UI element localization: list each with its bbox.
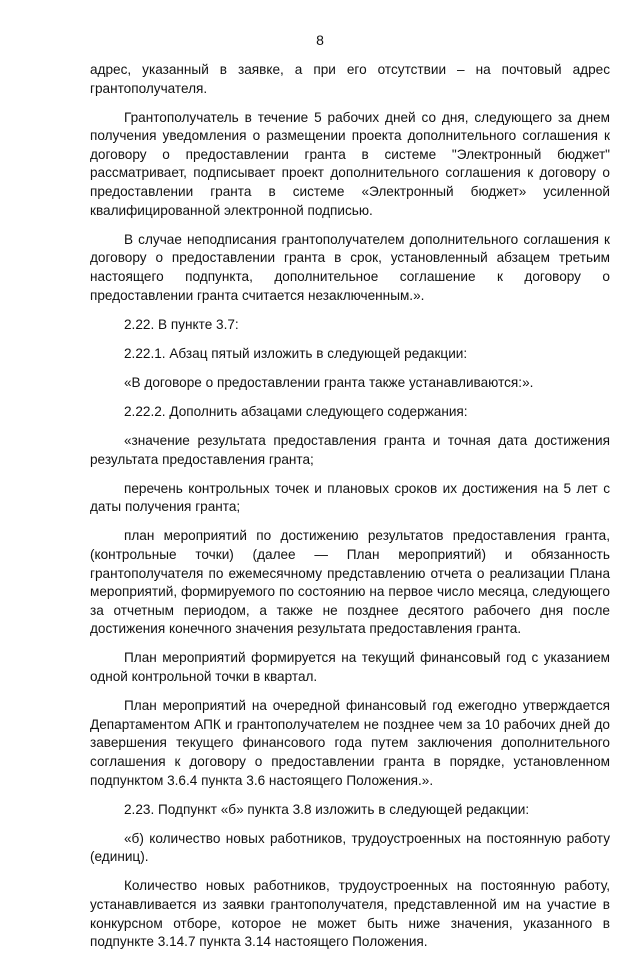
paragraph-2-23: 2.23. Подпункт «б» пункта 3.8 изложить в следующей редакции:	[124, 801, 530, 817]
paragraph-2-22-2: 2.22.2. Дополнить абзацами следующего содержания:	[124, 403, 468, 419]
paragraph-unsigned-agreement: В случае неподписания грантополучателем дополнительного соглашения к договору о предоставлении гранта в срок, установленный абзацем третьим настоящего подпункта, дополнительное соглашение к договору о предоставлении гранта считается незаключенным.».	[90, 231, 610, 303]
paragraph-new-workers: Количество новых работников, трудоустроенных на постоянную работу, устанавливается из заявки грантополучателя, представленной им на участие в конкурсном отборе, которое не может быть ниже значения, указанного в подпункте 3.14.7 пункта 3.14 настоящего Положения.	[90, 878, 610, 950]
paragraph-control-points: перечень контрольных точек и плановых сроков их достижения на 5 лет с даты получения гранта;	[90, 480, 610, 515]
paragraph-contract-terms: «В договоре о предоставлении гранта также устанавливаются:».	[124, 374, 534, 390]
paragraph-signing-deadline: Грантополучатель в течение 5 рабочих дней со дня, следующего за днем получения уведомления о размещении проекта дополнительного соглашения к договору о предоставлении гранта в системе "Электронный бюджет" рассматривает, подписывает проект дополнительного соглашения к договору о предоставлении гранта в системе «Электронный бюджет» усиленной квалифицированной электронной подписью.	[90, 109, 610, 218]
paragraph-action-plan: план мероприятий по достижению результатов предоставления гранта, (контрольные точки) (далее — План мероприятий) и обязанность грантополучателя по ежемесячному представлению отчета о реализации Плана мероприятий, формируемого по состоянию на первое число месяца, следующего за отчетным периодом, а также не позднее десятого рабочего дня после достижения конечного значения результата предоставления гранта.	[90, 528, 610, 637]
paragraph-2-22-heading: 2.22. В пункте 3.7:	[124, 316, 239, 332]
paragraph-plan-quarterly: План мероприятий формируется на текущий финансовый год с указанием одной контрольной точки в квартал.	[90, 650, 610, 685]
paragraph-2-22-1: 2.22.1. Абзац пятый изложить в следующей редакции:	[124, 345, 468, 361]
paragraph-plan-approval: План мероприятий на очередной финансовый год ежегодно утверждается Департаментом АПК и грантополучателем не позднее чем за 10 рабочих дней до завершения текущего финансового года путем заключения дополнительного соглашения к договору о предоставлении гранта в порядке, установленном подпунктом 3.6.4 пункта 3.6 настоящего Положения.».	[90, 698, 610, 788]
paragraph-address-continuation: адрес, указанный в заявке, а при его отсутствии – на почтовый адрес грантополучателя.	[90, 62, 610, 96]
page-number: 8	[316, 32, 324, 48]
document-body	[90, 61, 610, 962]
paragraph-subitem-b: «б) количество новых работников, трудоустроенных на постоянную работу (единиц).	[90, 830, 610, 865]
paragraph-result-value: «значение результата предоставления гранта и точная дата достижения результата предоставления гранта;	[90, 433, 610, 467]
